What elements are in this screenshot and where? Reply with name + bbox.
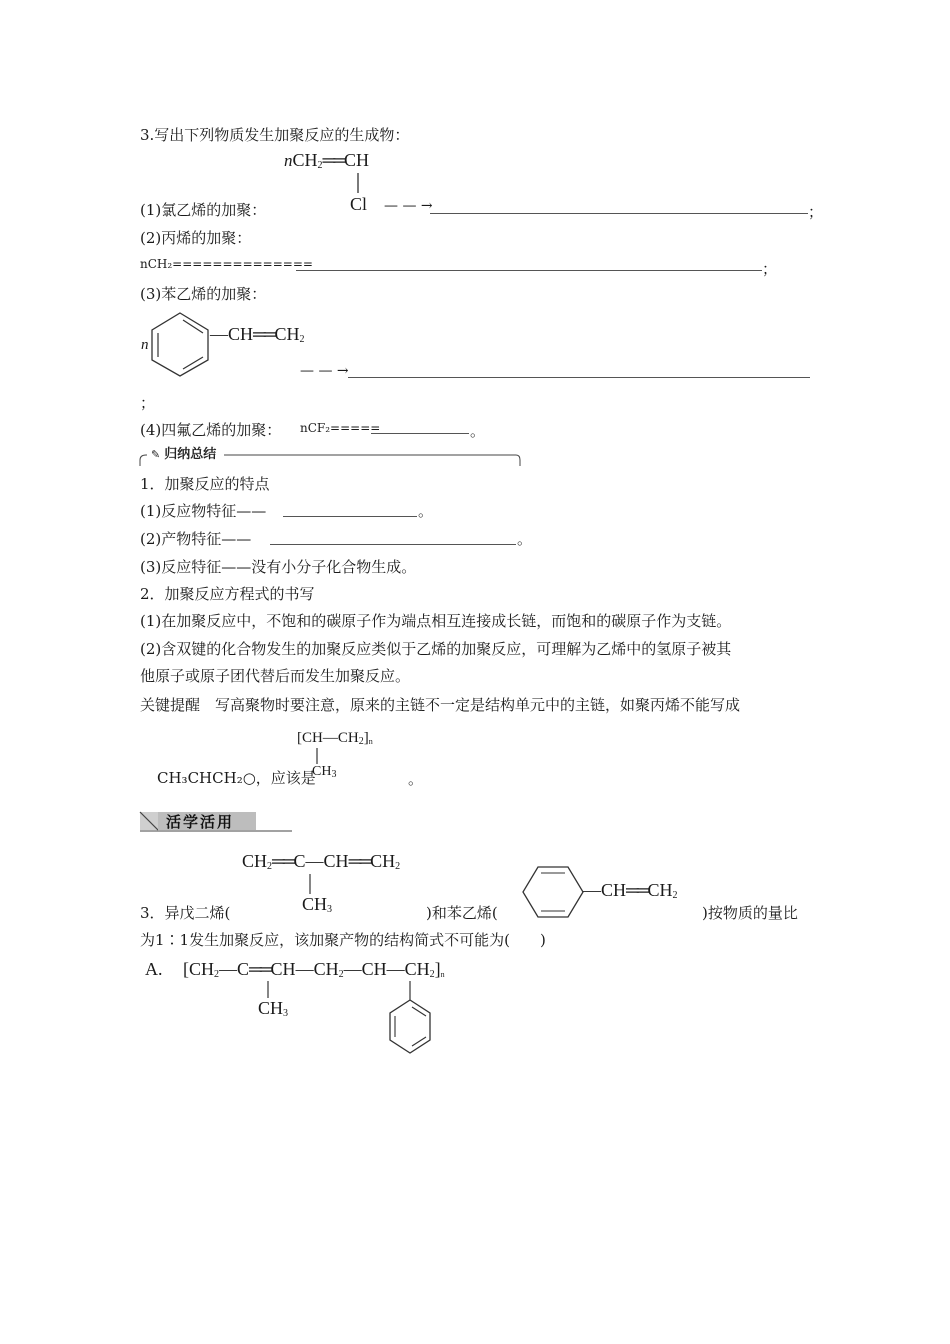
vinyl-chloride-formula: nCH$_2$══CH xyxy=(284,150,370,171)
practice-q3-prefix: 3．异戊二烯( xyxy=(140,904,231,922)
period-7: 。 xyxy=(408,770,424,788)
period-6: 。 xyxy=(517,530,533,548)
isoprene-chain: $CH_2══C—CH══CH_2$ xyxy=(242,851,401,872)
summary-p5b: 他原子或原子团代替后而发生加聚反应。 xyxy=(140,667,411,685)
vinyl-chloride-cl: Cl xyxy=(350,194,368,214)
item-4-formula: nCF₂===== xyxy=(300,421,381,435)
practice-q3-suffix: )按物质的量比 xyxy=(702,904,798,922)
arrow-1: — — → xyxy=(384,198,433,214)
summary-p2: (2)产物特征—— xyxy=(140,530,252,548)
semicolon-3: ； xyxy=(140,394,156,412)
item-4-label: (4)四氟乙烯的加聚： xyxy=(140,421,282,439)
practice-title: 活学活用 xyxy=(166,813,235,831)
practice-q3-mid: )和苯乙烯( xyxy=(426,904,498,922)
item-3-label: (3)苯乙烯的加聚： xyxy=(140,285,267,303)
isoprene-ch3: $CH_3$ xyxy=(302,894,333,915)
summary-heading-2: 2．加聚反应方程式的书写 xyxy=(140,585,315,603)
vinyl-ch: CH xyxy=(344,150,370,170)
period-5: 。 xyxy=(418,502,434,520)
styrene-vinyl: $—CH══CH_2$ xyxy=(210,324,305,345)
summary-p3: (3)反应特征——没有小分子化合物生成。 xyxy=(140,558,417,576)
option-a-ch3: $CH_3$ xyxy=(258,998,289,1019)
arrow-3: — — → xyxy=(300,363,349,379)
styrene-ch: CH xyxy=(228,324,254,344)
polypropylene-chain: $[CH—CH_2]_n$ xyxy=(297,730,373,747)
summary-heading-1: 1．加聚反应的特点 xyxy=(140,475,270,493)
practice-styrene-vinyl: $—CH══CH_2$ xyxy=(583,880,678,901)
wrong-formula: CH₃CHCH₂○，应该是 xyxy=(157,769,316,787)
semicolon-2: ； xyxy=(762,260,778,278)
summary-p4: (1)在加聚反应中，不饱和的碳原子作为端点相互连接成长链，而饱和的碳原子作为支链。 xyxy=(140,612,732,630)
period-4: 。 xyxy=(470,422,486,440)
pen-icon: ✎ xyxy=(151,448,161,461)
styrene-ch2: CH xyxy=(274,324,300,344)
item-2-formula: nCH₂============== xyxy=(140,257,313,271)
practice-q3-line2: 为1∶1发生加聚反应，该加聚产物的结构简式不可能为( ) xyxy=(140,931,546,949)
option-a-label[interactable]: A. xyxy=(145,959,163,979)
summary-p5a: (2)含双键的化合物发生的加聚反应类似于乙烯的加聚反应，可理解为乙烯中的氢原子被其 xyxy=(140,640,732,658)
option-a-chain[interactable]: $[CH_2—C══CH—CH_2—CH—CH_2]_n$ xyxy=(183,959,445,980)
item-1-label: (1)氯乙烯的加聚： xyxy=(140,201,267,219)
item-2-label: (2)丙烯的加聚： xyxy=(140,229,252,247)
summary-badge: ✎ 归纳总结 xyxy=(147,446,224,464)
semicolon-1: ； xyxy=(808,203,824,221)
key-reminder: 关键提醒 写高聚物时要注意，原来的主链不一定是结构单元中的主链，如聚丙烯不能写成 xyxy=(140,696,741,714)
question-3-title: 3.写出下列物质发生加聚反应的生成物： xyxy=(140,126,410,144)
polypropylene-ch3: $CH_3$ xyxy=(312,764,337,780)
summary-p1: (1)反应物特征—— xyxy=(140,502,267,520)
styrene-n: n xyxy=(141,337,149,353)
